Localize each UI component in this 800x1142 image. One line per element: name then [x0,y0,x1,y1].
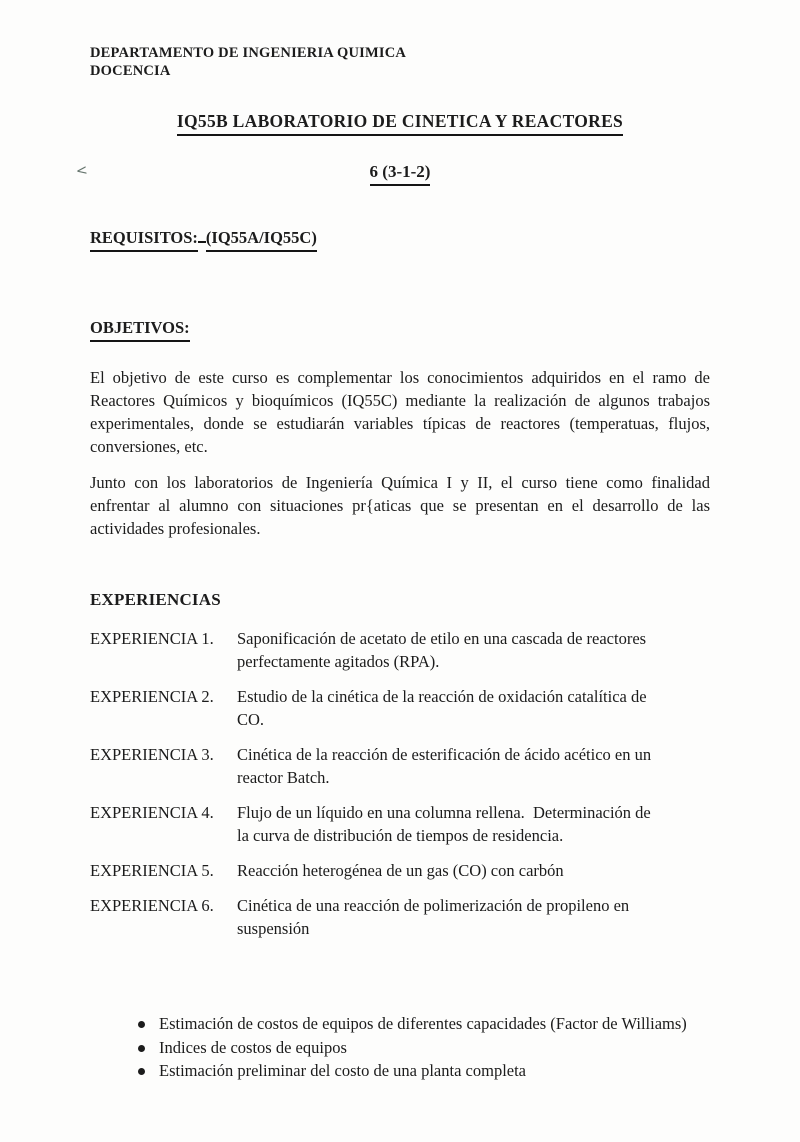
experiencia-row [90,894,710,940]
experiencia-description: Cinética de una reacción de polimerización de propileno en suspensión [237,896,634,938]
list-item [138,1012,710,1036]
experiencia-row [90,859,710,882]
experiencia-description: Estudio de la cinética de la reacción de oxidación catalítica de CO. [237,687,651,729]
bullet-text: Estimación preliminar del costo de una planta completa [159,1061,527,1080]
course-title: IQ55B LABORATORIO DE CINETICA Y REACTORES [177,110,623,136]
experiencia-label: EXPERIENCIA 5. [90,861,214,880]
experiencia-label: EXPERIENCIA 6. [90,896,214,915]
requisitos-label: REQUISITOS: [90,226,198,252]
bullet-icon [138,1021,145,1028]
scan-artifact-mark: < [74,162,89,180]
course-credits: 6 (3-1-2) [370,160,431,186]
department-header [90,44,710,80]
experiencia-description: Cinética de la reacción de esterificación de ácido acético en un reactor Batch. [237,745,656,787]
bullet-text: Estimación de costos de equipos de diferentes capacidades (Factor de Williams) [159,1014,687,1033]
experiencia-row [90,743,710,789]
objetivos-paragraph-1: El objetivo de este curso es complementar los conocimientos adquiridos en el ramo de Reactores Químicos y bioquímicos (IQ55C) mediante la realización de algunos trabajos experimentales, donde se estudiarán variables típicas de reactores (temperatuas, flujos, conversiones, etc. [90,368,710,456]
bullet-text: Indices de costos de equipos [159,1037,347,1057]
experiencia-label: EXPERIENCIA 2. [90,687,214,706]
experiencia-description: Reacción heterogénea de un gas (CO) con carbón [237,861,564,880]
topics-bullet-list [90,1012,710,1083]
list-item [138,1059,710,1083]
experiencia-description: Saponificación de acetato de etilo en una cascada de reactores perfectamente agitados (RPA). [237,629,651,671]
bullet-icon [138,1068,145,1075]
docencia-line: DOCENCIA [90,63,171,79]
requisitos-value: (IQ55A/IQ55C) [206,226,317,252]
experiencias-heading: EXPERIENCIAS [90,590,221,609]
experiencias-list [90,627,710,940]
experiencia-label: EXPERIENCIA 4. [90,803,214,822]
experiencia-row [90,627,710,673]
bullet-icon [138,1045,145,1052]
objetivos-heading: OBJETIVOS: [90,316,190,342]
experiencia-row [90,801,710,847]
experiencia-label: EXPERIENCIA 1. [90,629,214,648]
objetivos-paragraph-2: Junto con los laboratorios de Ingeniería Química I y II, el curso tiene como finalidad enfrentar al alumno con situaciones pr{aticas que se presentan en el desarrollo de las actividades profesionales. [90,473,710,538]
experiencia-description: Flujo de un líquido en una columna rellena. Determinación de la curva de distribución de tiempos de residencia. [237,803,655,845]
list-item [138,1036,710,1060]
department-line: DEPARTAMENTO DE INGENIERIA QUIMICA [90,45,407,61]
experiencia-label: EXPERIENCIA 3. [90,745,214,764]
requisitos-line [90,226,710,252]
experiencia-row [90,685,710,731]
